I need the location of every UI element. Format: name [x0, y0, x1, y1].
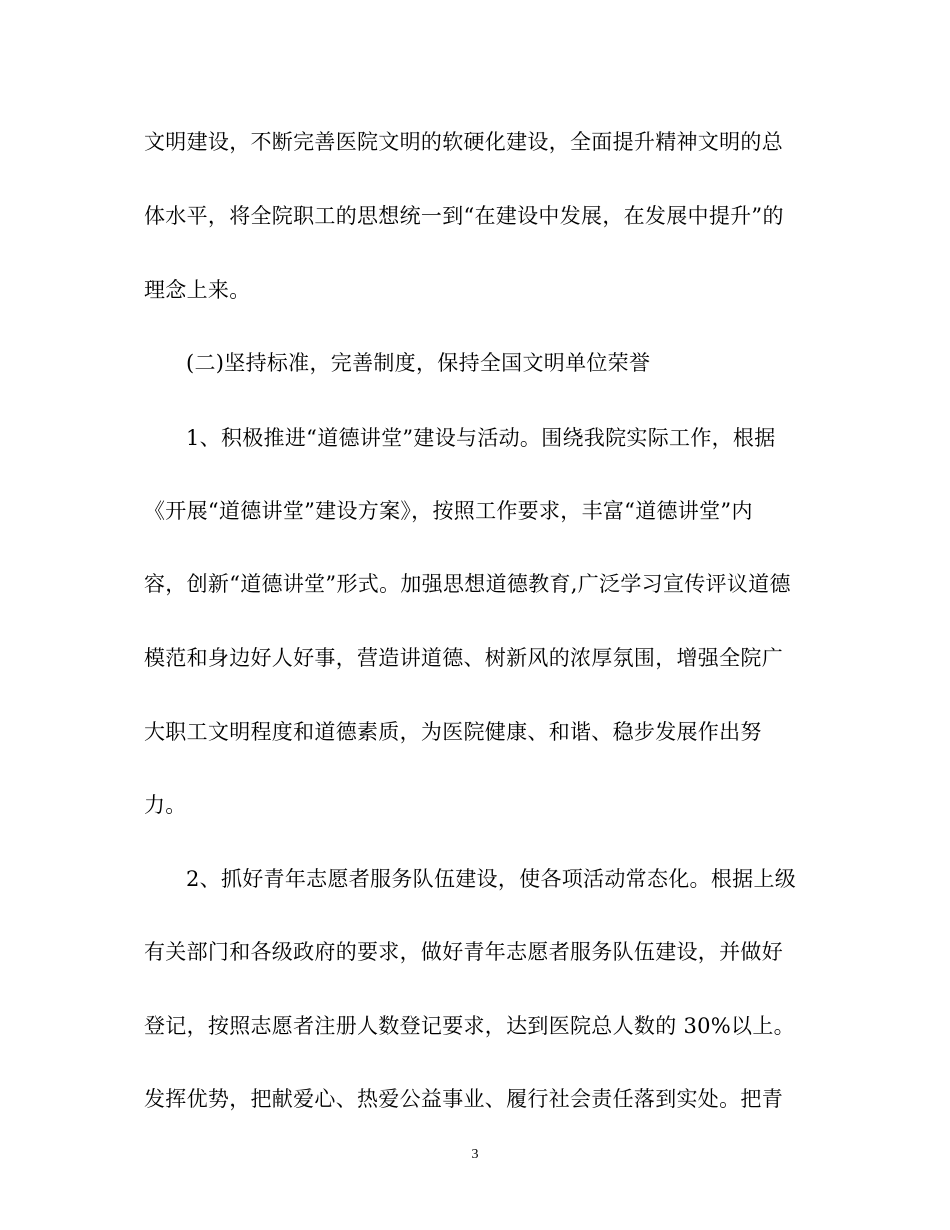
body-text-line: 2、抓好青年志愿者服务队伍建设，使各项活动常态化。根据上级: [186, 867, 797, 891]
body-text-line: 有关部门和各级政府的要求，做好青年志愿者服务队伍建设，并做好: [144, 940, 783, 964]
body-text-line: 力。: [144, 793, 187, 817]
body-text-line: 发挥优势，把献爱心、热爱公益事业、履行社会责任落到实处。把青: [144, 1087, 783, 1111]
section-heading: (二)坚持标准，完善制度，保持全国文明单位荣誉: [186, 351, 651, 375]
body-text-line: 《开展“道德讲堂”建设方案》，按照工作要求，丰富“道德讲堂”内: [144, 499, 753, 523]
body-text-line: 文明建设，不断完善医院文明的软硬化建设，全面提升精神文明的总: [144, 130, 783, 154]
body-text-line: 模范和身边好人好事，营造讲道德、树新风的浓厚氛围，增强全院广: [144, 646, 783, 670]
body-text-line: 大职工文明程度和道德素质，为医院健康、和谐、稳步发展作出努: [144, 720, 762, 744]
body-text-line: 理念上来。: [144, 278, 251, 302]
body-text-line: 容，创新“道德讲堂”形式。加强思想道德教育,广泛学习宣传评议道德: [144, 572, 791, 596]
body-text-line: 1、积极推进“道德讲堂”建设与活动。围绕我院实际工作，根据: [186, 426, 776, 450]
body-text-line: 体水平，将全院职工的思想统一到“在建设中发展，在发展中提升”的: [144, 204, 784, 228]
body-text-line: 登记，按照志愿者注册人数登记要求，达到医院总人数的 30%以上。: [144, 1014, 795, 1038]
page-number: 3: [471, 1147, 479, 1162]
